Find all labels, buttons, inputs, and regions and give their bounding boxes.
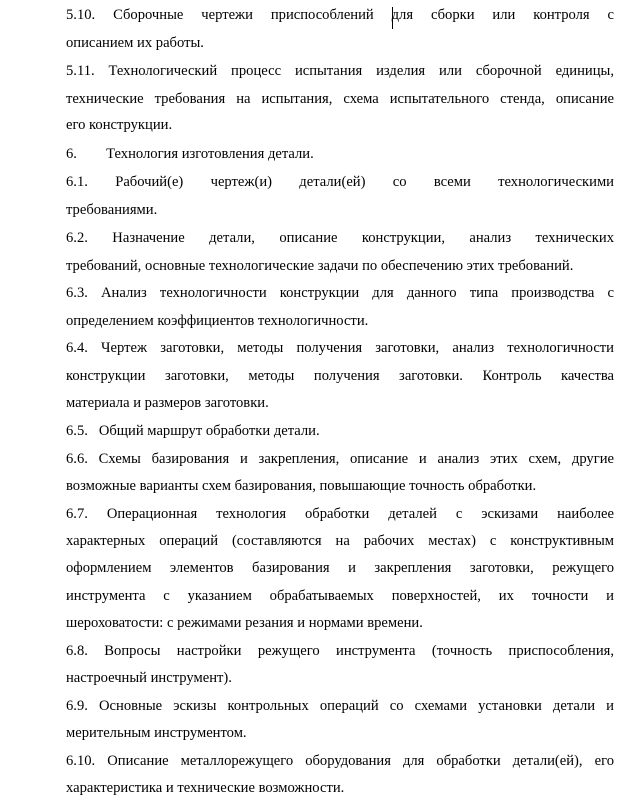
- item-line: 6.4. Чертеж заготовки, методы получения заготовки, анализ технологичности: [66, 340, 614, 356]
- item-line: 5.11. Технологический процесс испытания изделия или сборочной единицы,: [66, 63, 614, 79]
- item-line: 6.7. Операционная технология обработки деталей с эскизами наиболее: [66, 506, 614, 522]
- item-line: 5.10. Сборочные чертежи приспособлений для сборки или контроля с: [66, 7, 614, 23]
- item-line: 6.1. Рабочий(е) чертеж(и) детали(ей) со всеми технологическими: [66, 174, 614, 190]
- item-line: 6.8. Вопросы настройки режущего инструмента (точность приспособления,: [66, 643, 614, 659]
- item-line: 6.10. Описание металлорежущего оборудования для обработки детали(ей), его: [66, 753, 614, 769]
- item-line: настроечный инструмент).: [66, 670, 232, 686]
- item-line: конструкции заготовки, методы получения заготовки. Контроль качества: [66, 368, 614, 384]
- item-line: характерных операций (составляются на рабочих местах) с конструктивным: [66, 533, 614, 549]
- item-line: мерительным инструментом.: [66, 725, 247, 741]
- item-line: описанием их работы.: [66, 35, 204, 51]
- item-line: его конструкции.: [66, 117, 173, 133]
- item-line: 6.9. Основные эскизы контрольных операций со схемами установки детали и: [66, 698, 614, 714]
- item-line: характеристика и технические возможности.: [66, 780, 345, 796]
- item-line: инструмента с указанием обрабатываемых поверхностей, их точности и: [66, 588, 614, 604]
- item-line: оформлением элементов базирования и закрепления заготовки, режущего: [66, 560, 614, 576]
- item-line: технические требования на испытания, схема испытательного стенда, описание: [66, 91, 614, 107]
- item-line: 6.5. Общий маршрут обработки детали.: [66, 423, 320, 439]
- item-line: 6. Технология изготовления детали.: [66, 146, 314, 162]
- item-line: определением коэффициентов технологичности.: [66, 313, 369, 329]
- item-line: требований, основные технологические задачи по обеспечению этих требований.: [66, 258, 574, 274]
- item-line: возможные варианты схем базирования, повышающие точность обработки.: [66, 478, 537, 494]
- item-line: 6.3. Анализ технологичности конструкции для данного типа производства с: [66, 285, 614, 301]
- item-line: материала и размеров заготовки.: [66, 395, 269, 411]
- item-line: требованиями.: [66, 202, 158, 218]
- item-line: 6.6. Схемы базирования и закрепления, описание и анализ этих схем, другие: [66, 451, 614, 467]
- item-line: 6.2. Назначение детали, описание конструкции, анализ технических: [66, 230, 614, 246]
- item-line: шероховатости: с режимами резания и нормами времени.: [66, 615, 423, 631]
